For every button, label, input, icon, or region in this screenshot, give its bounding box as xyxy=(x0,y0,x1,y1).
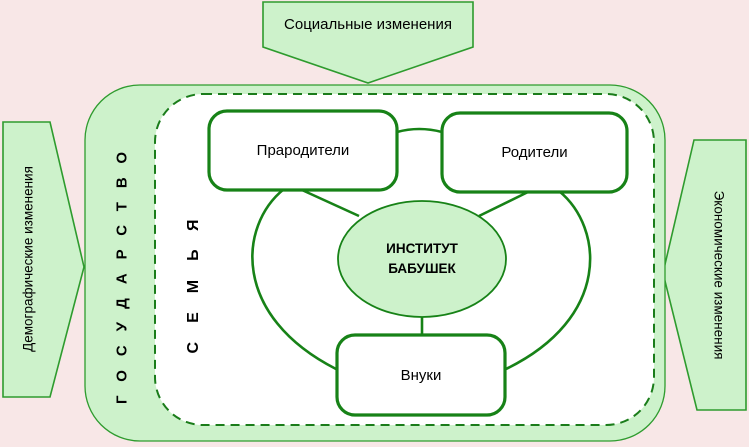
parents-label: Родители xyxy=(501,144,568,161)
social-changes-label: Социальные изменения xyxy=(284,16,452,33)
grandchildren-label: Внуки xyxy=(400,366,442,384)
grandmothers-institute-line1: ИНСТИТУТ xyxy=(386,241,458,256)
demographic-changes-arrow xyxy=(3,122,84,397)
grandmothers-institute-line2: БАБУШЕК xyxy=(388,261,456,276)
economic-changes-label: Экономические изменения xyxy=(711,190,727,360)
state-label: ГОСУДАРСТВО xyxy=(113,137,131,405)
family-label: СЕМЬЯ xyxy=(185,200,202,354)
grandmothers-institute-label xyxy=(386,239,458,279)
grandparents-label: Прародители xyxy=(256,142,350,159)
economic-changes-arrow xyxy=(663,140,746,410)
demographic-changes-label: Демографические изменения xyxy=(20,166,36,352)
